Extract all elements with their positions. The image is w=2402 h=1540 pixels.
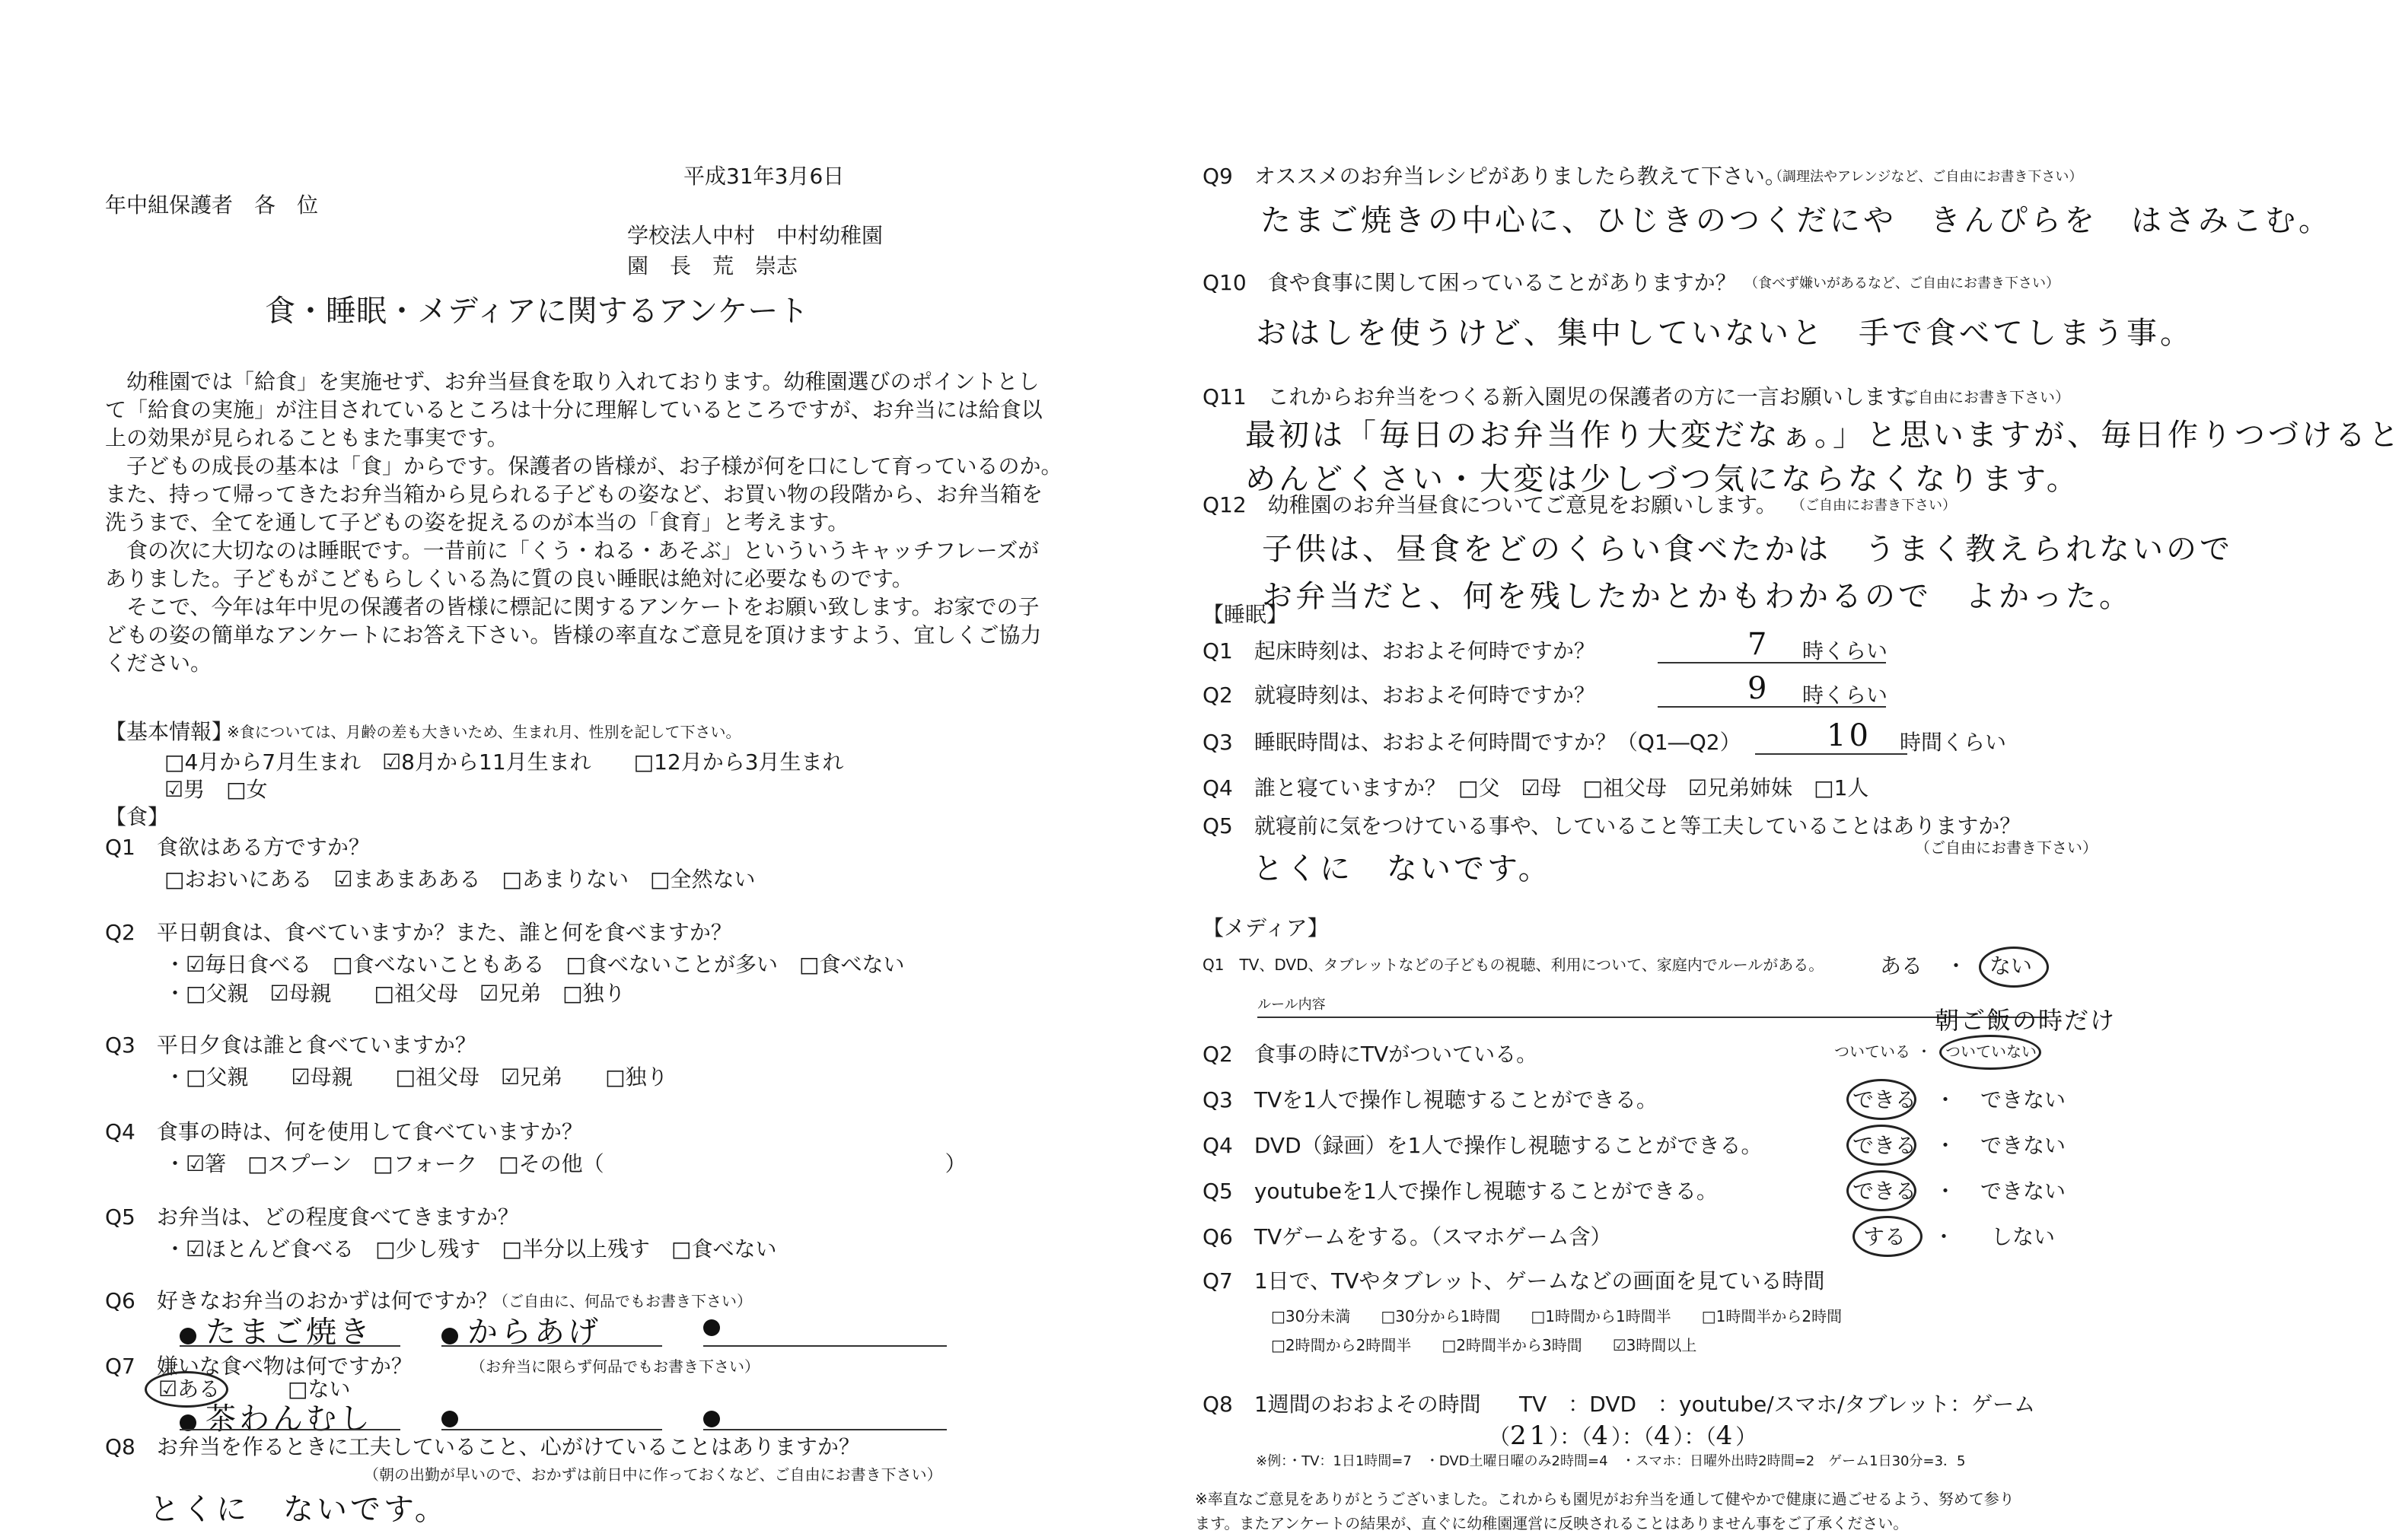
food-heading: 【食】 [105, 804, 170, 829]
answer-underline [441, 1345, 662, 1347]
media-q4-label: Q4 DVD（録画）を1人で操作し視聴することができる。 [1203, 1133, 1763, 1158]
intro-line: 洗うまで、全てを通して子どもの姿を捉えるのが本当の「食育」と考えます。 [105, 510, 849, 535]
answer-underline [703, 1345, 947, 1347]
sleep-q4-label: Q4 誰と寝ていますか？ [1203, 775, 1446, 800]
page-title: 食・睡眠・メディアに関するアンケート [265, 294, 809, 329]
q12-answer-2: お弁当だと、何を残したかとかもわかるので よかった。 [1262, 579, 2133, 614]
media-q7-options-2: □2時間から2時間半 □2時間半から3時間 ☑3時間以上 [1271, 1336, 1697, 1354]
answer-underline [180, 1429, 400, 1430]
media-q3-no: できない [1980, 1087, 2066, 1112]
sleep-q5-label: Q5 就寝前に気をつけている事や、していること等工夫していることはありますか？ [1203, 813, 2021, 838]
q11-answer-2: めんどくさい・大変は少しづつ気にならなくなります。 [1245, 462, 2080, 497]
sleep-q3-answer: 10 [1827, 718, 1872, 753]
rule-underline [1257, 1017, 2049, 1018]
q11-answer-1: 最初は「毎日のお弁当作り大変だなぁ。」と思いますが、毎日作りつづけると [1245, 418, 2402, 453]
sleep-q1-unit: 時くらい [1802, 638, 1888, 663]
media-q2-no: ついていない [1945, 1042, 2037, 1061]
media-heading: 【メディア】 [1203, 915, 1329, 940]
food-q2-options-1: ・☑毎日食べる □食べないこともある □食べないことが多い □食べない [164, 952, 905, 977]
media-q6-label: Q6 TVゲームをする。（スマホゲーム含） [1203, 1224, 1612, 1249]
document-date: 平成31年3月6日 [683, 164, 845, 189]
intro-line: て「給食の実施」が注目されているところは十分に理解しているところですが、お弁当には給食以 [105, 397, 1043, 422]
food-q7-answer-1: 茶わんむし [180, 1400, 373, 1438]
intro-line: また、持って帰ってきたお弁当箱から見られる子どもの姿など、お買い物の段階から、お弁当箱を [105, 482, 1043, 507]
media-q1-label: Q1 TV、DVD、タブレットなどの子どもの視聴、利用について、家庭内でルールがある。 [1203, 956, 1824, 974]
q11-label: Q11 これからお弁当をつくる新入園児の保護者の方に一言お願いします。 [1203, 384, 1927, 409]
media-q8-youtube: 4 [1653, 1421, 1674, 1451]
food-q7-answer-2 [441, 1405, 467, 1431]
media-q3-dot: ・ [1935, 1087, 1957, 1112]
media-q1-yes: ある [1880, 953, 1923, 978]
bullet-icon [180, 1328, 196, 1344]
sleep-q2-answer: 9 [1747, 671, 1770, 706]
media-q7-options-1: □30分未満 □30分から1時間 □1時間から1時間半 □1時間半から2時間 [1271, 1307, 1843, 1325]
q9-note: （調理法やアレンジなど、ご自由にお書き下さい） [1769, 169, 2083, 185]
media-q5-label: Q5 youtubeを1人で操作し視聴することができる。 [1203, 1179, 1718, 1204]
media-q2-handnote: 朝ご飯の時だけ [1935, 1006, 2117, 1035]
q9-answer: たまご焼きの中心に、ひじきのつくだにや きんぴらを はさみこむ。 [1260, 203, 2332, 238]
media-q5-dot: ・ [1935, 1179, 1957, 1204]
intro-line: 上の効果が見られることもまた事実です。 [105, 425, 508, 450]
q9-label: Q9 オススメのお弁当レシピがありましたら教えて下さい。 [1203, 164, 1786, 189]
food-q7-no: □ない [288, 1376, 351, 1402]
media-q2-label: Q2 食事の時にTVがついている。 [1203, 1042, 1538, 1067]
food-q4-label: Q4 食事の時は、何を使用して食べていますか？ [105, 1119, 583, 1144]
food-q1-options: □おおいにある ☑まあまあある □あまりない □全然ない [164, 867, 756, 892]
sleep-q5-answer: とくに ないです。 [1253, 851, 1552, 886]
sleep-q2-label: Q2 就寝時刻は、おおよそ何時ですか？ [1203, 682, 1595, 708]
food-q8-note: （朝の出勤が早いので、おかずは前日中に作っておくなど、ご自由にお書き下さい） [364, 1465, 942, 1484]
media-q8-dvd: 4 [1591, 1421, 1611, 1451]
q12-label: Q12 幼稚園のお弁当昼食についてご意見をお願いします。 [1203, 492, 1777, 517]
q11-note: （ご自由にお書き下さい） [1888, 388, 2070, 406]
food-q7-answer-3 [703, 1405, 729, 1431]
intro-line: ください。 [105, 651, 212, 676]
q10-note: （食べず嫌いがあるなど、ご自由にお書き下さい） [1744, 275, 2060, 291]
sleep-heading: 【睡眠】 [1203, 602, 1289, 627]
food-q7-yes: ☑ある [158, 1376, 221, 1402]
food-q2-label: Q2 平日朝食は、食べていますか？また、誰と何を食べますか？ [105, 920, 732, 945]
food-q6-label: Q6 好きなお弁当のおかずは何ですか？ [105, 1288, 498, 1313]
principal-name: 園 長 荒 崇志 [627, 253, 798, 278]
media-q2-yes: ついている [1834, 1042, 1910, 1061]
food-q7-note: （お弁当に限らず何品でもお書き下さい） [470, 1357, 760, 1376]
basic-heading: 【基本情報】 [105, 719, 234, 744]
footer-line-1: ※率直なご意見をありがとうございました。これからも園児がお弁当を通して健やかで健康に過ごせるよう、努めて参り [1195, 1490, 2015, 1508]
food-q2-options-2: ・□父親 ☑母親 □祖父母 ☑兄弟 □独り [164, 981, 626, 1006]
media-q3-label: Q3 TVを1人で操作し視聴することができる。 [1203, 1087, 1658, 1112]
food-q6-note: （ご自由に、何品でもお書き下さい） [493, 1292, 752, 1310]
food-q4-options: ・☑箸 □スプーン □フォーク □その他（ ） [164, 1151, 967, 1176]
media-q3-yes: できる [1852, 1087, 1917, 1112]
media-q4-dot: ・ [1935, 1133, 1957, 1158]
media-q1-no: ない [1989, 953, 2033, 978]
food-q6-answer-2: からあげ [441, 1313, 601, 1351]
answer-underline [1755, 753, 1907, 755]
intro-line: 食の次に大切なのは睡眠です。一昔前に「くう・ねる・あそぶ」といういうキャッチフレーズが [105, 538, 1040, 563]
food-q1-label: Q1 食欲はある方ですか？ [105, 835, 370, 860]
footer-line-2: ます。またアンケートの結果が、直ぐに幼稚園運営に反映されることはありません事をご了承ください。 [1195, 1514, 1909, 1532]
media-q6-dot: ・ [1933, 1224, 1955, 1249]
intro-line: ありました。子どもがこどもらしくいる為に質の良い睡眠は絶対に必要なものです。 [105, 566, 913, 591]
bullet-icon [441, 1328, 458, 1344]
basic-note: ※食については、月齢の差も大きいため、生まれ月、性別を記して下さい。 [227, 723, 741, 741]
food-q3-label: Q3 平日夕食は誰と食べていますか？ [105, 1032, 476, 1058]
sex-options: ☑男 □女 [164, 777, 268, 802]
sleep-q2-unit: 時くらい [1802, 682, 1888, 708]
media-q2-dot: ・ [1916, 1042, 1932, 1061]
answer-underline [441, 1429, 662, 1430]
media-q8-label: Q8 1週間のおおよその時間 [1203, 1392, 1481, 1417]
birth-month-options: □4月から7月生まれ ☑8月から11月生まれ □12月から3月生まれ [164, 749, 844, 775]
media-q4-yes: できる [1852, 1133, 1917, 1158]
q10-label: Q10 食や食事に関して困っていることがありますか？ [1203, 270, 1737, 295]
answer-underline [703, 1429, 947, 1430]
food-q8-label: Q8 お弁当を作るときに工夫していること、心がけていることはありますか？ [105, 1434, 860, 1459]
bullet-icon [703, 1411, 720, 1427]
q12-note: （ご自由にお書き下さい） [1792, 498, 1956, 514]
recipient: 年中組保護者 各 位 [105, 192, 319, 218]
sleep-q3-unit: 時間くらい [1900, 730, 2007, 755]
food-q5-options: ・☑ほとんど食べる □少し残す □半分以上残す □食べない [164, 1236, 777, 1262]
food-q5-label: Q5 お弁当は、どの程度食べてきますか？ [105, 1204, 519, 1230]
media-q6-yes: する [1863, 1224, 1907, 1249]
intro-line: 幼稚園では「給食」を実施せず、お弁当昼食を取り入れております。幼稚園選びのポイントとし [105, 369, 1040, 394]
intro-line: どもの姿の簡単なアンケートにお答え下さい。皆様の率直なご意見を頂けますよう、宜しくご協力 [105, 622, 1042, 648]
media-q4-no: できない [1980, 1133, 2066, 1158]
food-q6-answer-1: たまご焼き [180, 1313, 373, 1351]
sleep-q5-note: （ご自由にお書き下さい） [1915, 838, 2098, 857]
school-name: 学校法人中村 中村幼稚園 [627, 223, 884, 248]
food-q7-label: Q7 嫌いな食べ物は何ですか？ [105, 1354, 413, 1379]
media-q8-game: 4 [1715, 1421, 1736, 1451]
media-q1-dot: ・ [1945, 953, 1967, 978]
bullet-icon [703, 1319, 720, 1336]
media-q8-values: （21）：（4）：（4）：（4） [1489, 1421, 1757, 1451]
media-q5-no: できない [1980, 1179, 2066, 1204]
sleep-q4-options: □父 ☑母 □祖父母 ☑兄弟姉妹 □1人 [1458, 775, 1869, 800]
food-q3-options: ・□父親 ☑母親 □祖父母 ☑兄弟 □独り [164, 1064, 668, 1090]
q10-answer: おはしを使うけど、集中していないと 手で食べてしまう事。 [1256, 316, 2193, 351]
media-q8-tv: 21 [1510, 1421, 1550, 1451]
bullet-icon [441, 1411, 458, 1427]
intro-line: そこで、今年は年中児の保護者の皆様に標記に関するアンケートをお願い致します。お家での子 [105, 594, 1040, 619]
sleep-q1-answer: 7 [1747, 627, 1770, 662]
sleep-q3-label: Q3 睡眠時間は、おおよそ何時間ですか？（Q1―Q2） [1203, 730, 1741, 755]
answer-underline [180, 1345, 400, 1347]
sleep-q1-label: Q1 起床時刻は、おおよそ何時ですか？ [1203, 638, 1595, 663]
food-q8-answer: とくに ないです。 [149, 1492, 448, 1527]
intro-line: 子どもの成長の基本は「食」からです。保護者の皆様が、お子様が何を口にして育っているのか。 [105, 453, 1062, 479]
media-q8-columns: TV ：DVD ：youtube/スマホ/タブレット：ゲーム [1519, 1392, 2036, 1417]
media-q7-label: Q7 1日で、TVやタブレット、ゲームなどの画面を見ている時間 [1203, 1268, 1825, 1293]
media-q6-no: しない [1991, 1224, 2056, 1249]
media-q1-rule-label: ルール内容 [1257, 997, 1326, 1013]
food-q6-answer-3 [703, 1313, 729, 1340]
media-q8-example: ※例：・TV：1日1時間=7 ・DVD土曜日曜のみ2時間=4 ・スマホ：日曜外出時2時間=2 ゲーム1日30分=3．5 [1256, 1453, 1966, 1469]
media-q5-yes: できる [1852, 1179, 1917, 1204]
q12-answer-1: 子供は、昼食をどのくらい食べたかは うまく教えられないので [1262, 532, 2233, 567]
